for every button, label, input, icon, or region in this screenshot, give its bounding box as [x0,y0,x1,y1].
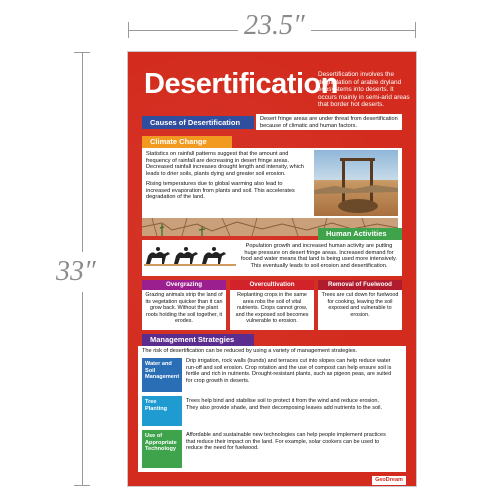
water-soil-label: Water and Soil Management [142,358,182,392]
climate-heading: Climate Change [142,136,232,148]
fuelwood-text: Trees are cut down for fuelwood for cooking, leaving the soil exposed and vulnerable to erosion. [318,290,402,330]
management-intro: The risk of desertification can be reduced by using a variety of management strategies. [142,348,358,354]
technology-label: Use of Appropriate Technology [142,430,182,468]
causes-heading: Causes of Desertification [142,116,254,129]
height-dimension-tick-bottom [74,485,90,486]
intro-text: Desertification involves the degradation of arable dryland ecosystems into deserts. It occurs mainly in semi-arid areas that border hot deserts. [318,71,410,109]
human-text: Population growth and increased human activity are putting huge pressure on desert fringe areas. Increased demand for food and water means that land is being used more intensively. This eventually leads to soil erosion and desertification. [241,243,397,270]
overgrazing-text: Grazing animals strip the land of its vegetation quicker than it can grow back. Without the plant roots holding the soil together, it erodes. [142,290,226,330]
climate-panel [142,148,402,236]
width-dimension-label: 23.5″ [238,10,311,42]
overcultivation-text: Replanting crops in the same area robs the soil of vital nutrients. Crops cannot grow, and the exposed soil becomes vulnerable to erosion. [230,290,314,330]
human-heading: Human Activities [318,228,402,240]
human-panel [142,240,402,276]
brand-text: GeoDream [375,477,403,483]
climate-text-2: Rising temperatures due to global warming also lead to increased evaporation from plants and soil. This accelerates degradation of the land. [146,180,295,201]
width-dimension-tick-left [128,22,129,38]
management-heading: Management Strategies [142,334,254,346]
tree-planting-text: Trees help bind and stabilise soil to protect it from the wind and reduce erosion. They also provide shade, and their decomposing leaves add nutrients to the soil. [186,398,382,411]
poster-title: Desertification [144,68,338,100]
fuelwood-heading: Removal of Fuelwood [318,280,402,290]
water-soil-text: Drip irrigation, rock walls (bunds) and terraces cut into slopes can help reduce water run-off and soil erosion. Crop rotation and the use of compost can help ensure soil is fertile and rich in nutrients. Drought-resistant plants, such as pigeon peas, are suited for crop growth in deserts. [186,358,392,384]
overgrazing-heading: Overgrazing [142,280,226,290]
technology-text: Affordable and sustainable new technologies can help people implement practices that reduce their impact on the land. For example, solar cookers can be used to reduce the need for fuelwood. [186,432,386,452]
brand-logo [372,476,406,485]
tree-planting-label: Tree Planting [142,396,182,426]
poster [128,52,416,486]
climate-text-1: Statistics on rainfall patterns suggest that the amount and frequency of rainfall are decreasing in desert fringe areas. Decreased rainfall increases drought length and intensity, which leads to drier soils, plants dying and greater soil erosion. [146,151,304,178]
desert-well-image [314,150,398,216]
causes-text: Desert fringe areas are under threat from desertification because of climatic and human factors. [256,114,402,130]
overcultivation-heading: Overcultivation [230,280,314,290]
height-dimension-tick-top [74,52,90,53]
height-dimension-label: 33″ [56,252,96,292]
width-dimension-tick-right [415,22,416,38]
camel-caravan-image [144,244,236,268]
